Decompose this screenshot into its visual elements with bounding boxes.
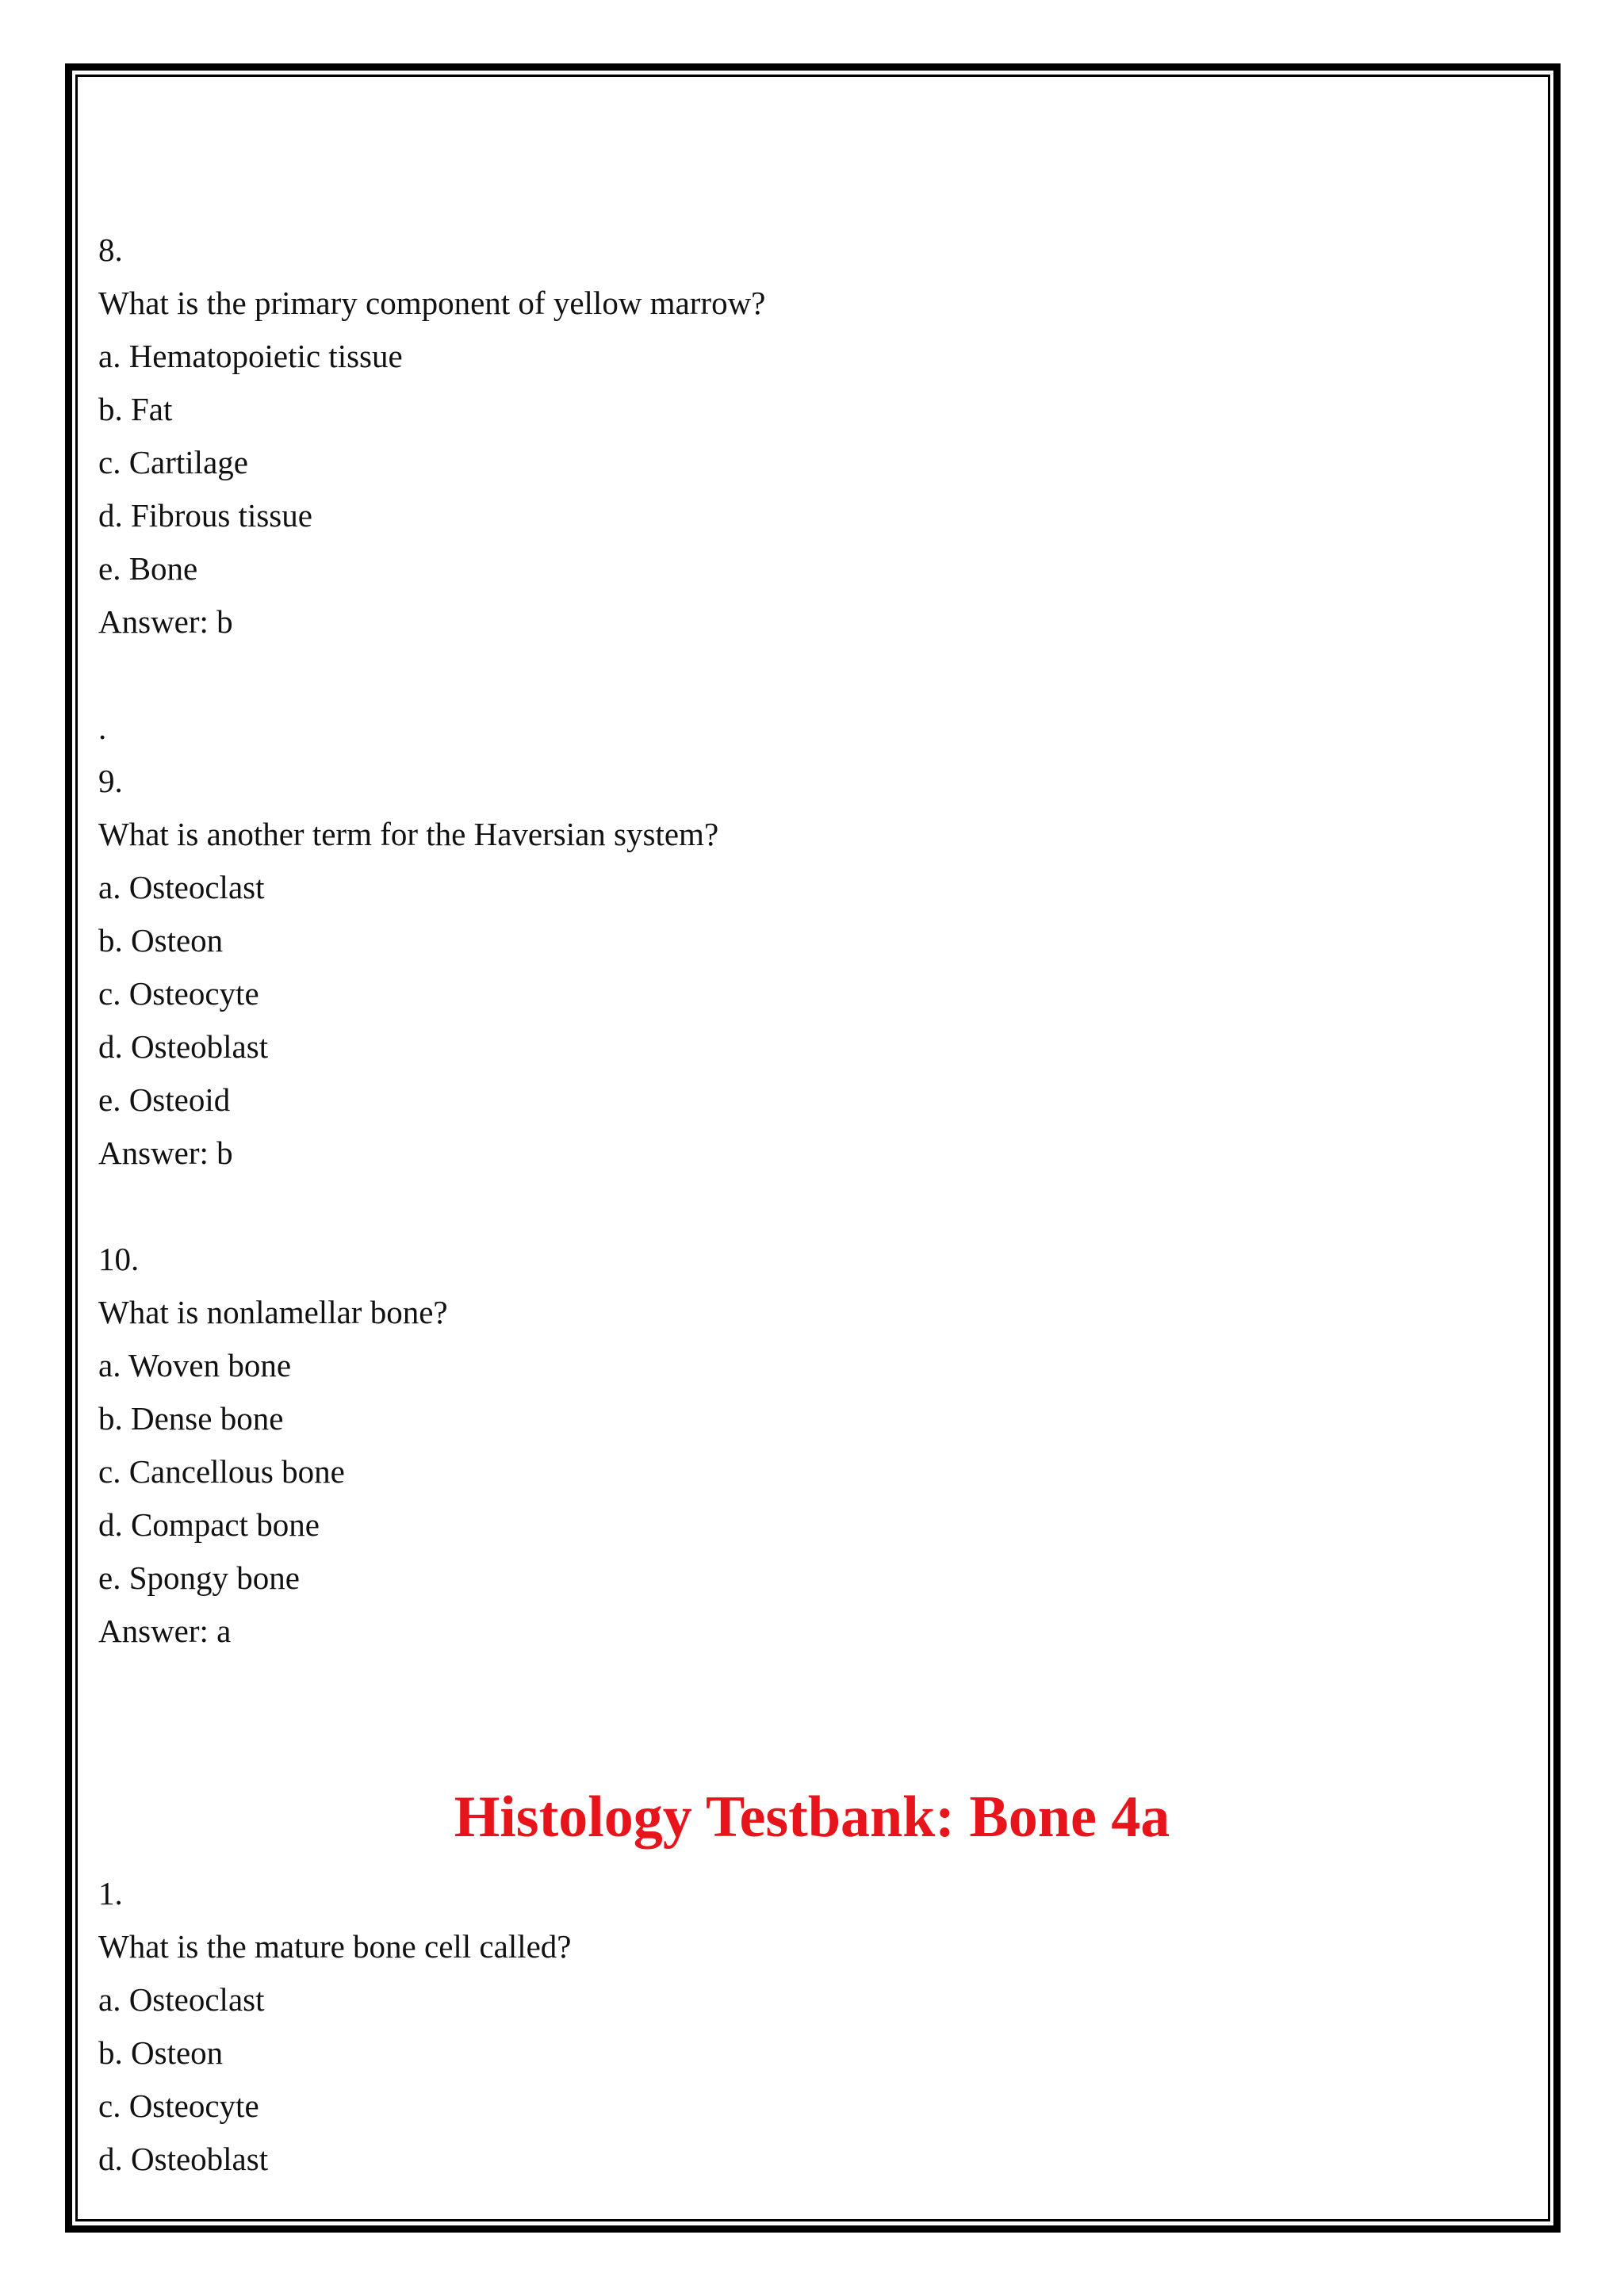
option-a: a. Osteoclast [98,1981,265,2018]
question-block-10 [98,1233,1526,1658]
option-c: c. Cartilage [98,444,248,480]
spacer [98,649,1526,702]
option-b: b. Dense bone [98,1400,284,1437]
option-d: d. Compact bone [98,1506,320,1543]
option-e: e. Bone [98,550,198,587]
option-a: a. Hematopoietic tissue [98,338,403,374]
question-number: 10. [98,1241,140,1277]
option-c: c. Osteocyte [98,975,259,1012]
question-number: 9. [98,763,123,799]
option-c: c. Osteocyte [98,2087,259,2124]
question-block-8 [98,224,1526,649]
answer-line: Answer: b [98,603,233,640]
option-b: b. Osteon [98,2034,224,2071]
answer-line: Answer: b [98,1135,233,1171]
question-text: What is another term for the Haversian system? [98,816,719,852]
option-d: d. Osteoblast [98,1028,269,1065]
question-block-1 [98,1867,1526,2186]
option-c: c. Cancellous bone [98,1453,345,1490]
option-e: e. Osteoid [98,1081,231,1118]
document-content [98,224,1526,2186]
option-d: d. Osteoblast [98,2141,269,2177]
question-text: What is the mature bone cell called? [98,1928,572,1965]
question-number: 8. [98,232,123,268]
option-a: a. Osteoclast [98,869,265,905]
separator-dot: . [98,710,107,746]
question-number: 1. [98,1875,123,1911]
option-b: b. Osteon [98,922,224,959]
section-title: Histology Testbank: Bone 4a [454,1785,1170,1850]
question-text: What is nonlamellar bone? [98,1294,448,1330]
option-a: a. Woven bone [98,1347,292,1383]
answer-line: Answer: a [98,1613,232,1649]
option-b: b. Fat [98,391,173,427]
question-block-9 [98,702,1526,1180]
question-text: What is the primary component of yellow marrow? [98,285,766,321]
spacer [98,1180,1526,1233]
option-d: d. Fibrous tissue [98,497,312,534]
spacer [98,1658,1526,1781]
option-e: e. Spongy bone [98,1559,300,1596]
